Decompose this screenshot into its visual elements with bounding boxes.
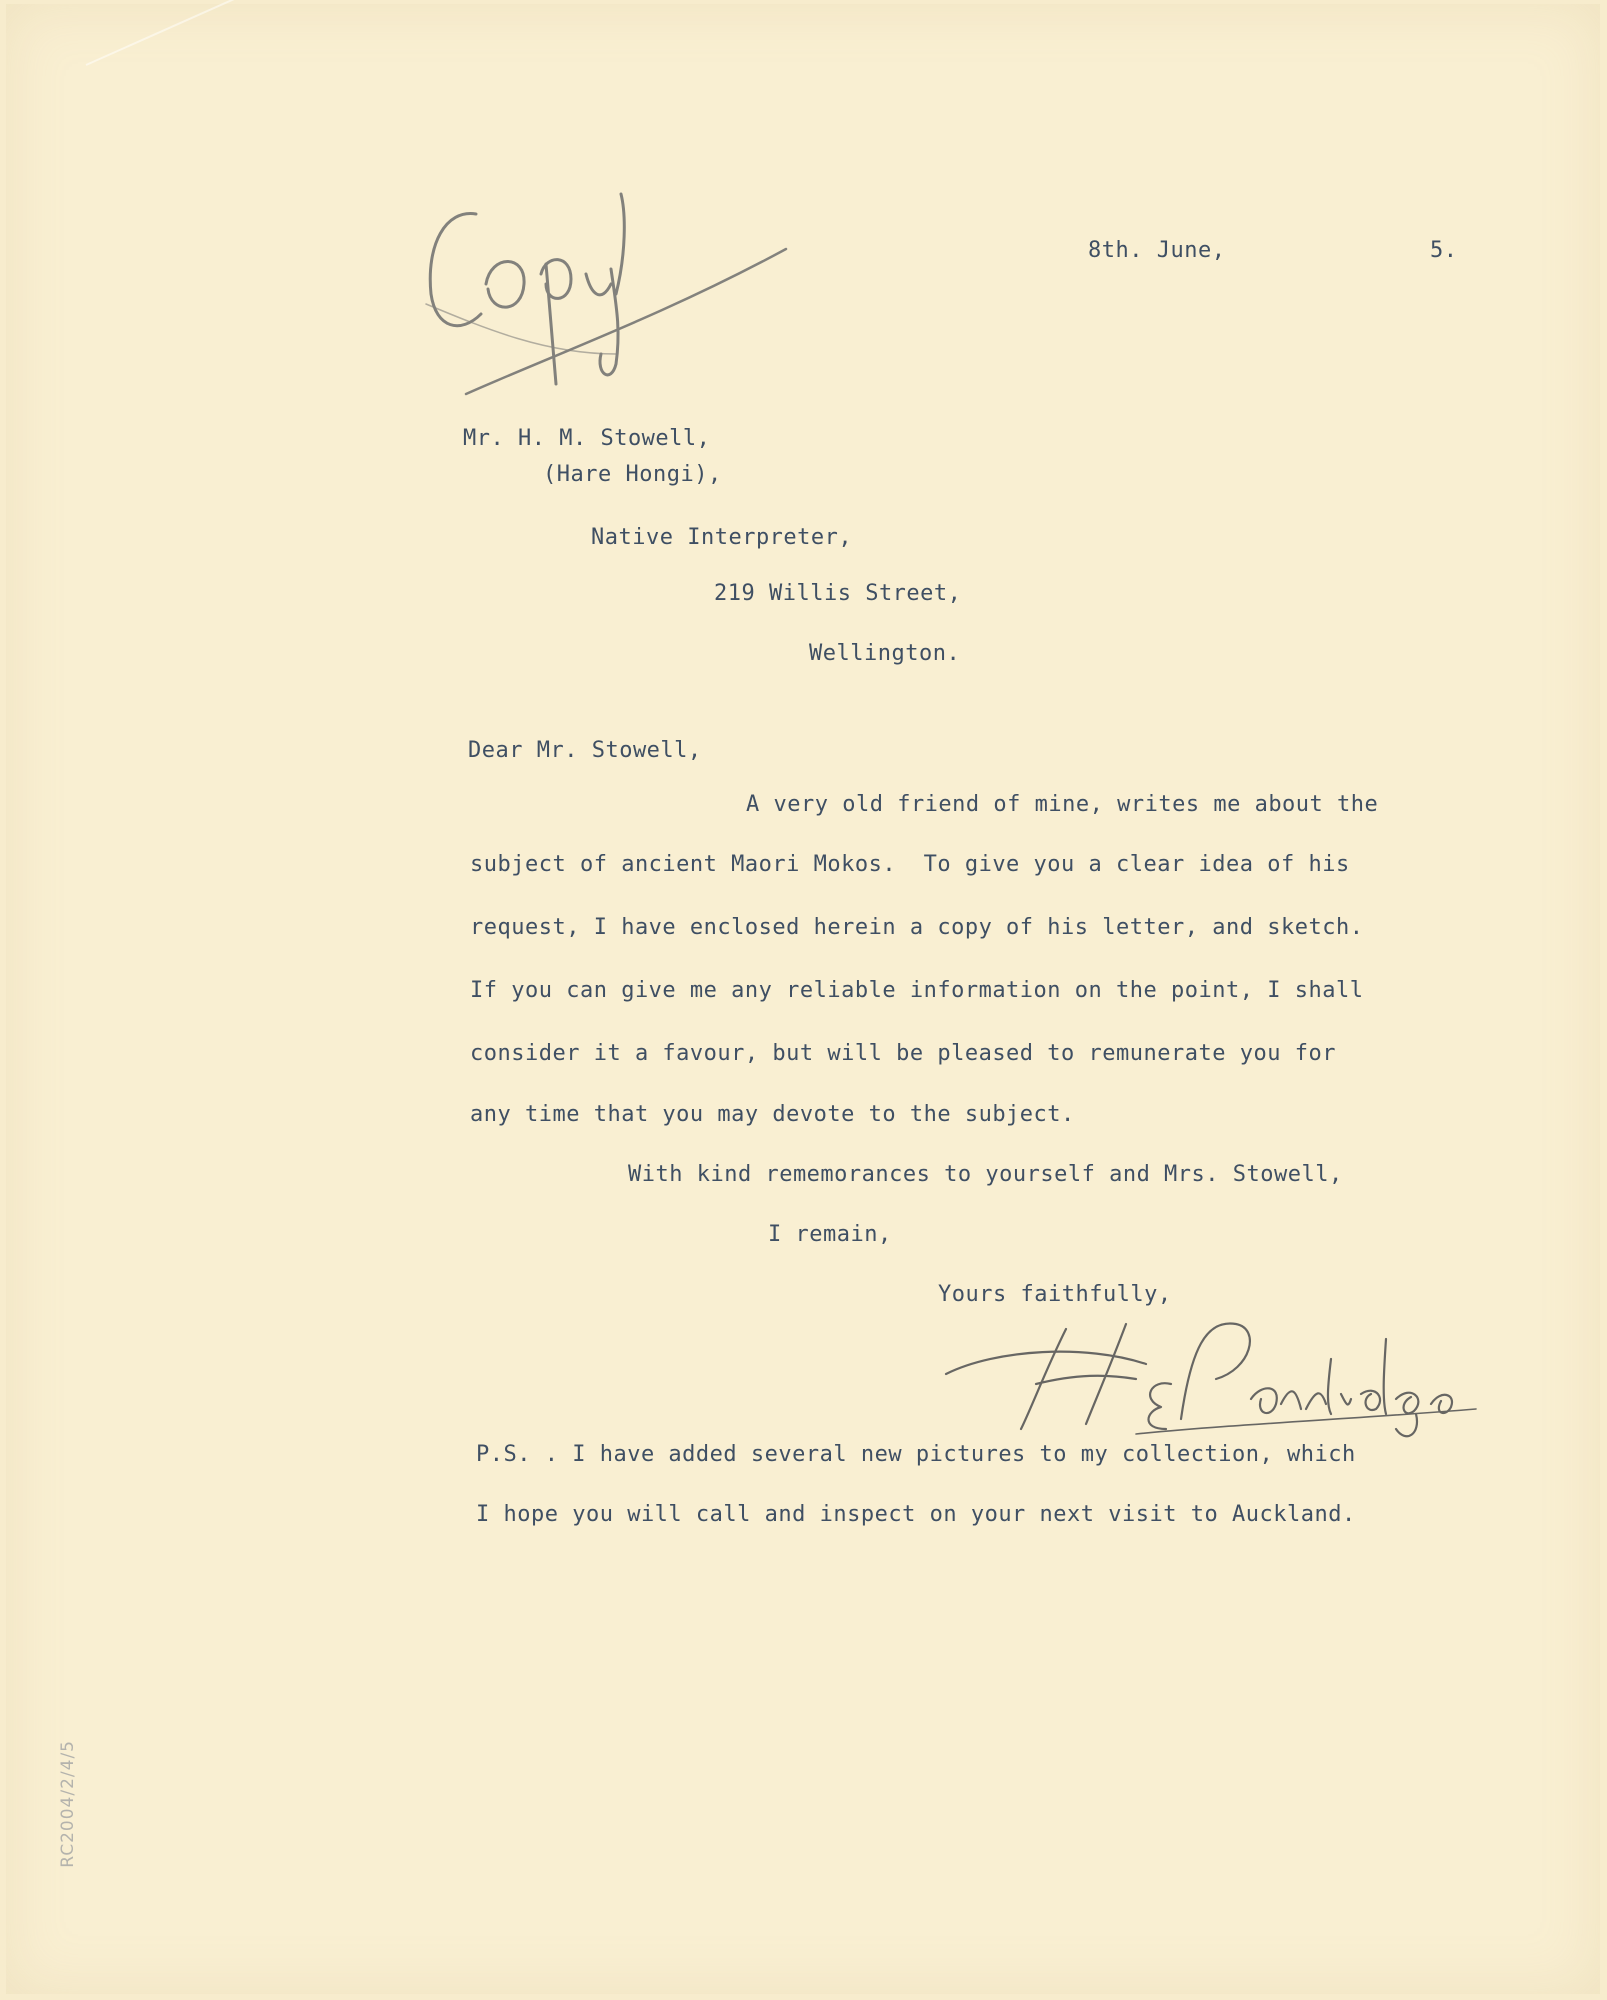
address-line-alias: (Hare Hongi), [543, 462, 722, 487]
body-line: A very old friend of mine, writes me about the [746, 792, 1379, 817]
postscript-line: P.S. . I have added several new pictures to my collection, which [476, 1442, 1356, 1467]
address-line-street: 219 Willis Street, [714, 581, 962, 606]
closing-paragraph: With kind rememorances to yourself and Mrs. Stowell, [628, 1162, 1343, 1187]
body-line: subject of ancient Maori Mokos. To give you a clear idea of his [470, 852, 1350, 877]
address-line-name: Mr. H. M. Stowell, [463, 426, 711, 451]
salutation: Dear Mr. Stowell, [468, 738, 702, 763]
page-number: 5. [1430, 238, 1458, 263]
letter-date: 8th. June, [1088, 238, 1226, 263]
body-line: request, I have enclosed herein a copy of his letter, and sketch. [470, 915, 1364, 940]
postscript-line: I hope you will call and inspect on your next visit to Auckland. [476, 1502, 1356, 1527]
paper-fold-mark [86, 0, 471, 66]
address-line-title: Native Interpreter, [591, 525, 853, 550]
letter-sheet [6, 4, 1600, 1994]
handwritten-signature [936, 1289, 1516, 1449]
valediction: Yours faithfully, [938, 1282, 1172, 1307]
body-line: If you can give me any reliable information on the point, I shall [470, 978, 1364, 1003]
archive-reference-stamp [58, 1740, 98, 1980]
body-line: consider it a favour, but will be pleased to remunerate you for [470, 1041, 1336, 1066]
body-line: any time that you may devote to the subject. [470, 1102, 1075, 1127]
copy-pencil-annotation [406, 154, 846, 404]
closing-remain: I remain, [768, 1222, 892, 1247]
archive-reference-text: RC2004/2/4/5 [58, 1740, 78, 1868]
address-line-city: Wellington. [809, 641, 961, 666]
